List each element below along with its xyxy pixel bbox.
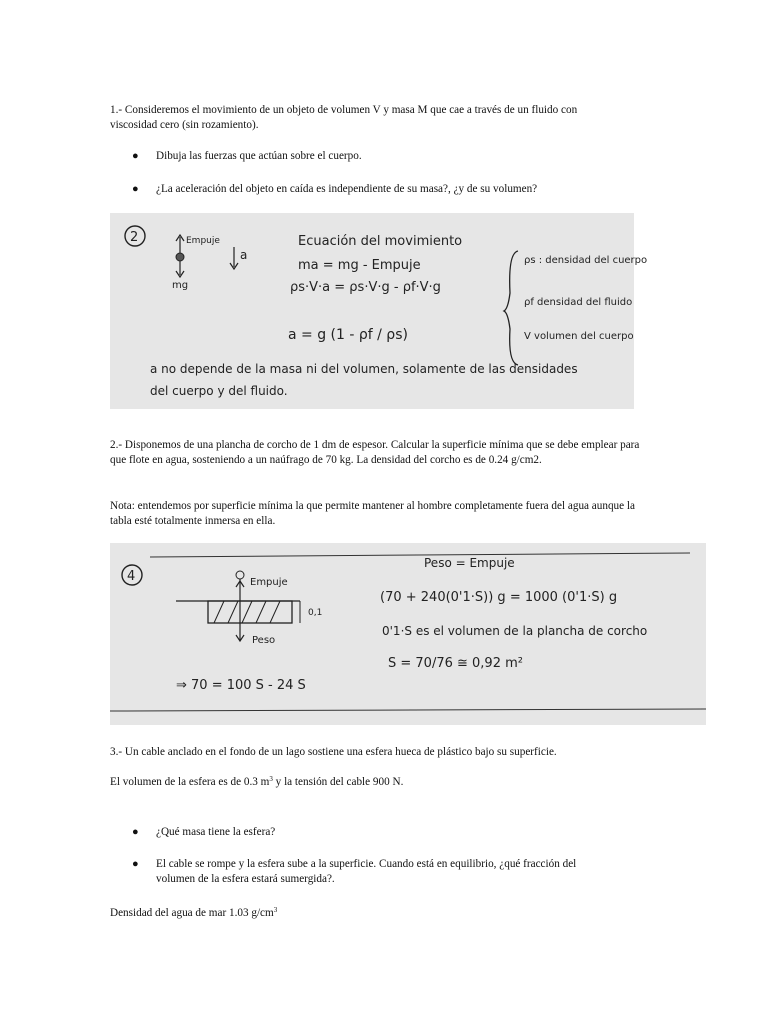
equation-3: S = 70/76 ≅ 0,92 m² [388,656,523,671]
acceleration-label: a [240,248,248,262]
solution-number: 4 [127,569,136,584]
problem-3-question-2: El cable se rompe y la esfera sube a la superficie. Cuando está en equilibrio, ¿qué fracción del volumen de la esfera estará sumergida?. [156,858,577,885]
thickness-label: 0,1 [308,608,323,618]
problem-3-statement: 3.- Un cable anclado en el fondo de un lago sostiene una esfera hueca de plástico bajo su superficie. [110,746,557,758]
problem-2-note: Nota: entendemos por superficie mínima la que permite mantener al hombre completamente fuera del agua aunque la tabla esté totalmente inmersa en ella. [110,500,635,527]
problem-3-question-1: ¿Qué masa tiene la esfera? [156,826,276,838]
bullet-marker: ● [132,826,139,838]
problem-1-question-1: Dibuja las fuerzas que actúan sobre el cuerpo. [156,150,362,162]
bullet-marker: ● [132,150,139,162]
solution-number: 2 [130,230,139,245]
problem-1-statement: 1.- Consideremos el movimiento de un objeto de volumen V y masa M que cae a través de un fluido con viscosidad cero (sin rozamiento). [110,104,578,131]
mg-label: mg [172,280,189,291]
handwritten-solution-1 [110,213,648,409]
equation-heading: Peso = Empuje [424,556,515,570]
equation-1: ma = mg - Empuje [298,258,421,273]
problem-3-data: El volumen de la esfera es de 0.3 $m^3$ y la tensión del cable 900 N. [110,775,404,788]
equation-heading: Ecuación del movimiento [298,234,463,249]
equation-3: a = g (1 - ρf / ρs) [288,327,408,343]
bullet-marker: ● [132,858,139,870]
legend-volume: V volumen del cuerpo [524,331,634,342]
equation-1: (70 + 240(0'1·S)) g = 1000 (0'1·S) g [380,590,618,605]
problem-2-statement: 2.- Disponemos de una plancha de corcho de 1 dm de espesor. Calcular la superficie mínima que se debe emplear para que flote en agua, sosteniendo a un naúfrago de 70 kg. La densidad del corcho es de 0.24 g/cm2. [110,439,640,466]
empuje-label: Empuje [250,577,288,588]
problem-1-question-2: ¿La aceleración del objeto en caída es independiente de su masa?, ¿y de su volumen? [156,183,538,195]
legend-density-fluid: ρf densidad del fluido [524,297,633,308]
empuje-label: Empuje [186,236,220,246]
conclusion-line-1: a no depende de la masa ni del volumen, solamente de las densidades [150,362,578,376]
legend-density-body: ρs : densidad del cuerpo [524,255,648,266]
equation-2: ρs·V·a = ρs·V·g - ρf·V·g [290,280,441,295]
conclusion-line-2: del cuerpo y del fluido. [150,384,288,398]
equation-2: 0'1·S es el volumen de la plancha de corcho [382,624,648,638]
peso-label: Peso [252,635,276,646]
equation-4: ⇒ 70 = 100 S - 24 S [176,678,306,693]
handwritten-solution-2 [110,543,706,725]
bullet-marker: ● [132,183,139,195]
sea-water-density: Densidad del agua de mar 1.03 $g/cm^3$ [110,906,278,919]
